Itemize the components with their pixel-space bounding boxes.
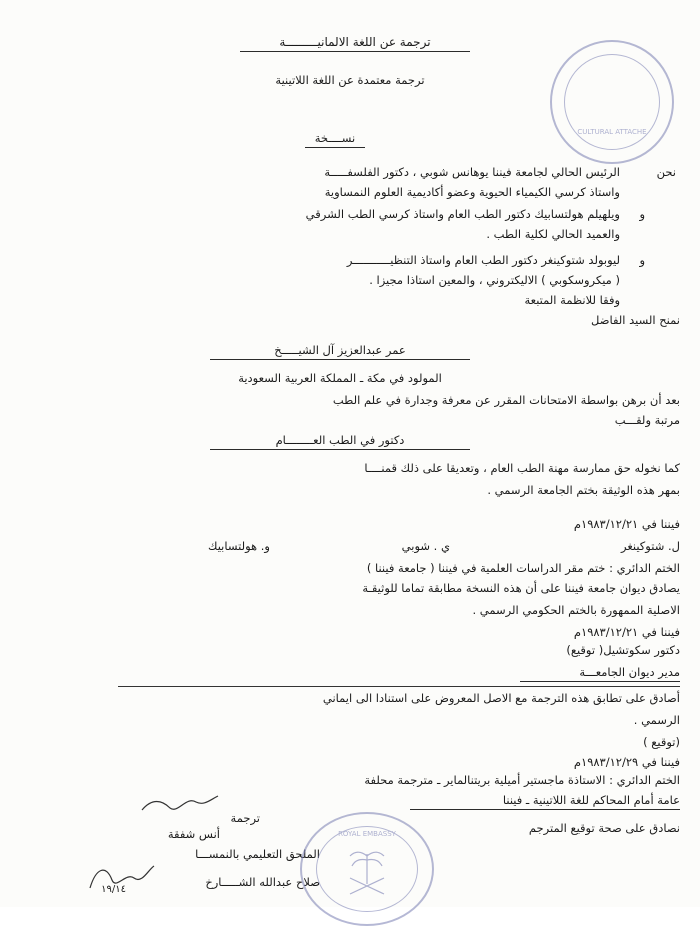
translator-scribble-icon [140, 790, 220, 820]
intro-word: نحن [656, 165, 676, 179]
body-line-2: واستاذ كرسي الكيمياء الحيوية وعضو أكاديمية العلوم النمساوية [324, 185, 620, 199]
grant-line-1: كما نخوله حق ممارسة مهنة الطب العام ، وتعديقا على ذلك قمنــــا [364, 461, 680, 475]
doctor-signature: دكتور سكوتشيل( توقيع) [566, 643, 680, 657]
translator-signature: (توقيع ) [643, 735, 680, 749]
top-right-seal [550, 40, 674, 164]
body-line-6: ( ميكروسكوبي ) الاليكتروني ، والمعين استاذا مجيزا . [369, 273, 620, 287]
translator-seal-line: الختم الدائري : الاستاذة ماجستير أميلية بريتنالماير ـ مترجمة محلفة [364, 773, 680, 787]
after-proof-line: بعد أن برهن بواسطة الامتحانات المقرر عن معرفة وجدارة في علم الطب [332, 393, 680, 407]
body-line-4: والعميد الحالي لكلية الطب . [486, 227, 620, 241]
document-subtitle: ترجمة معتمدة عن اللغة اللاتينية [275, 73, 425, 87]
palm-swords-emblem-icon [302, 814, 432, 924]
grant-line-2: بمهر هذه الوثيقة بختم الجامعة الرسمي . [487, 483, 680, 497]
date-3: فيننا في ١٩٨٣/١٢/٢٩م [573, 755, 680, 769]
attache-name: صلاح عبدالله الشـــــارخ [205, 875, 320, 889]
birthplace: المولود في مكة ـ المملكة العربية السعودية [238, 371, 442, 385]
certify-line-2: الاصلية الممهورة بالختم الحكومي الرسمي . [472, 603, 680, 617]
body-line-5: ليوبولد شتوكينغر دكتور الطب العام واستاذ التنظيـــــــــــر [346, 253, 620, 267]
embassy-seal-caption: ROYAL EMBASSY [338, 830, 396, 838]
bottom-embassy-seal [300, 812, 434, 926]
copy-label: نســــخة [305, 130, 365, 148]
registrar-title: مدير ديوان الجامعـــة [520, 664, 680, 682]
attache-title: الملحق التعليمي بالنمســـا [195, 847, 320, 861]
signatory-shtockinger: ل. شتوكينغر [620, 539, 680, 553]
divider-1 [118, 686, 680, 687]
attest-translator-signature: نصادق على صحة توقيع المترجم [528, 821, 680, 835]
recipient-name: عمر عبدالعزيز آل الشيـــــخ [210, 342, 470, 360]
attest-line-2: الرسمي . [633, 713, 680, 727]
signatory-schubi: ي . شوبي [401, 539, 450, 553]
date-1: فيننا في ١٩٨٣/١٢/٢١م [573, 517, 680, 531]
attache-scribble-icon [86, 858, 156, 898]
date-2: فيننا في ١٩٨٣/١٢/٢١م [573, 625, 680, 639]
degree-title: دكتور في الطب العــــــــام [210, 432, 470, 450]
and-marker-2: و [639, 253, 645, 267]
body-line-3: ويلهيلم هولتسابيك دكتور الطب العام واستاذ كرسي الطب الشرقي [305, 207, 620, 221]
translation-label: ترجمة [230, 811, 260, 825]
body-line-8: نمنح السيد الفاضل [590, 313, 680, 327]
and-marker-1: و [639, 207, 645, 221]
attest-line-1: أصادق على تطابق هذه الترجمة مع الاصل المعروض على استنادا الى ايماني [322, 691, 680, 705]
certify-line-1: يصادق ديوان جامعة فيننا على أن هذه النسخة مطابقة تماما للوثيقـة [362, 581, 680, 595]
body-line-1: الرئيس الحالي لجامعة فيننا يوهانس شوبي ، دكتور الفلسفـــــة [324, 165, 620, 179]
translator-name: أنس شفقة [167, 827, 220, 841]
document-title: ترجمة عن اللغة الالمانيـــــــــة [240, 34, 470, 52]
court-line: عامة أمام المحاكم للغة اللاتينية ـ فيننا [410, 792, 680, 810]
rank-line: مرتبة ولقـــب [614, 413, 680, 427]
seal-caption: CULTURAL ATTACHE [577, 128, 647, 136]
university-seal-line: الختم الدائري : ختم مقر الدراسات العلمية في فيننا ( جامعة فيننا ) [366, 561, 680, 575]
reference-number: ١٩/١٤ [101, 884, 126, 895]
signatory-holtzabek: و. هولتسابيك [208, 539, 270, 553]
body-line-7: وفقا للانظمة المتبعة [524, 293, 620, 307]
